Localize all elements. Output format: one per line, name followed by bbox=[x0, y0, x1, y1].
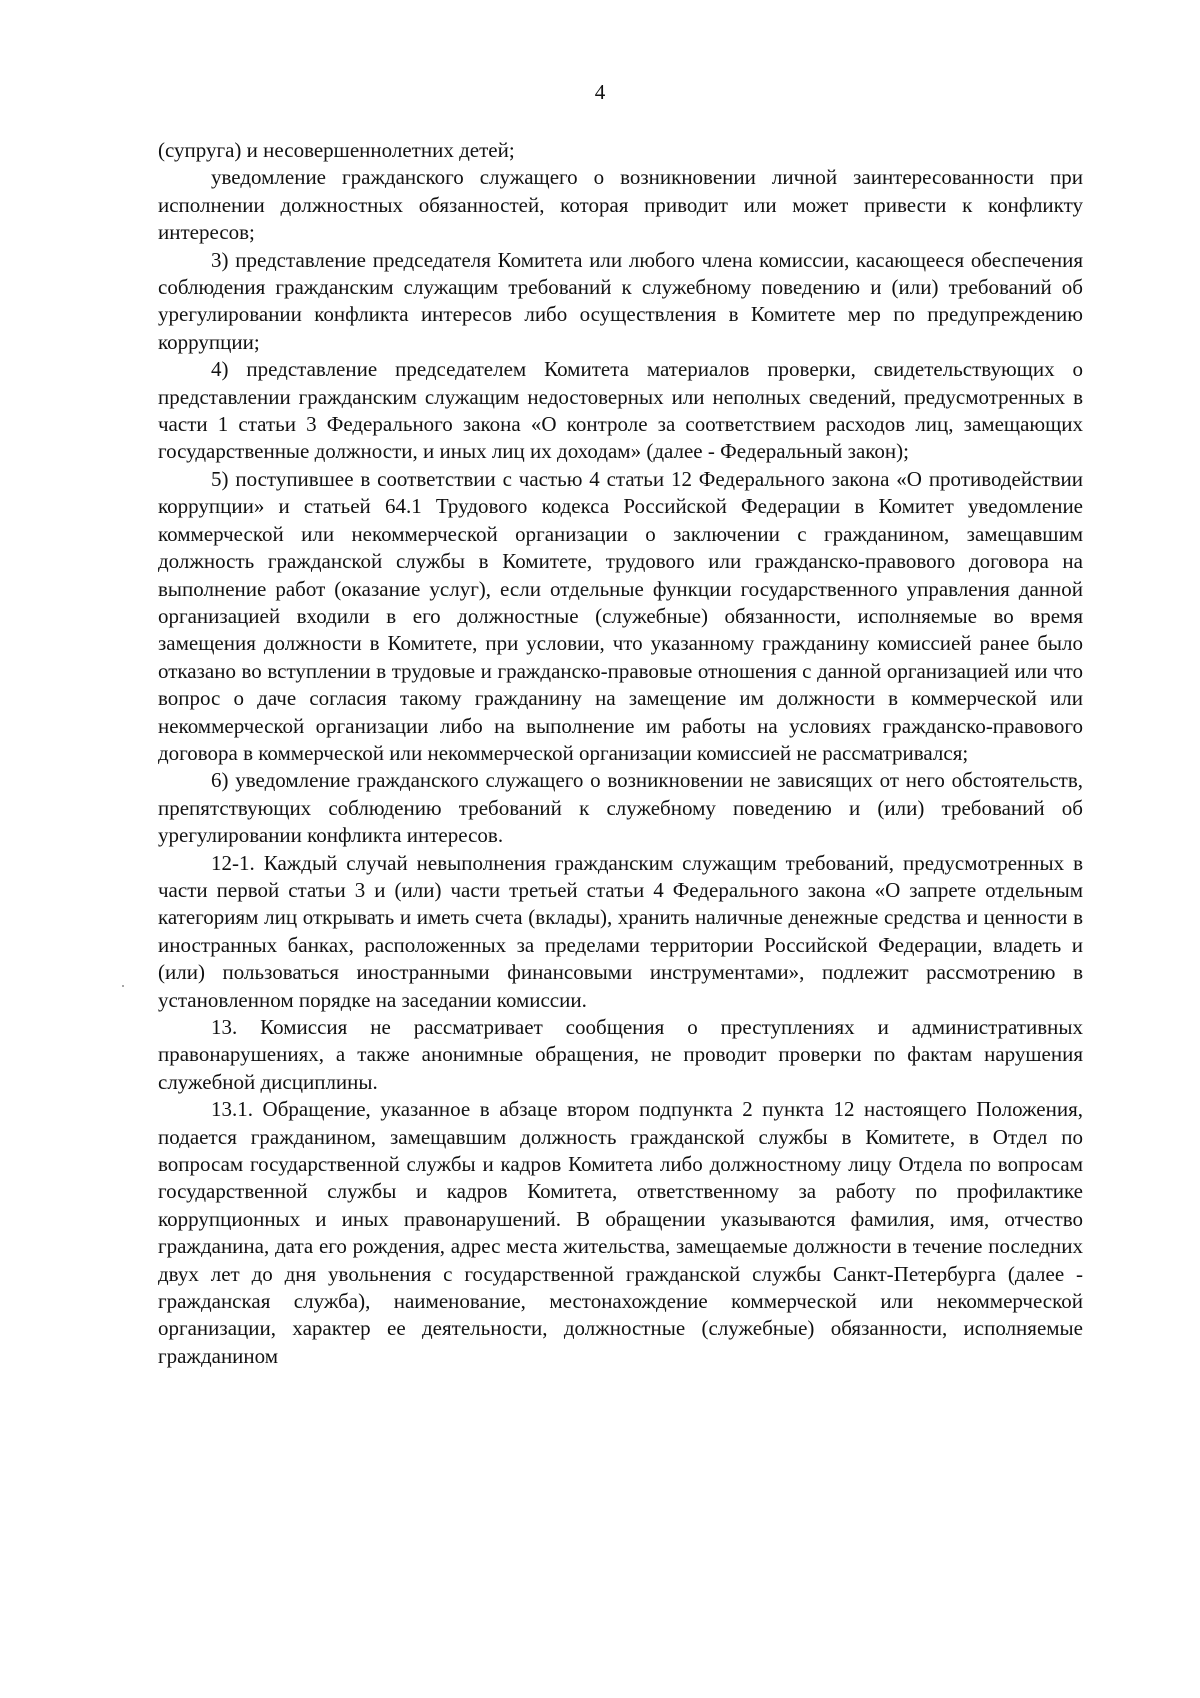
document-body bbox=[158, 137, 1083, 1370]
paragraph-continuation: (супруга) и несовершеннолетних детей; bbox=[158, 138, 515, 162]
paragraph-item-5: 5) поступившее в соответствии с частью 4 статьи 12 Федерального закона «О противодействии коррупции» и статьей 64.1 Трудового кодекса Российской Федерации в Комитет уведомление коммерческой или некоммерческой организации о заключении с гражданином, замещавшим должность гражданской службы в Комитете, трудового или гражданско-правового договора на выполнение работ (оказание услуг), если отдельные функции государственного управления данной организацией входили в его должностные (служебные) обязанности, исполняемые во время замещения должности в Комитете, при условии, что указанному гражданину комиссией ранее было отказано во вступлении в трудовые и гражданско-правовые отношения с данной организацией или что вопрос о даче согласия такому гражданину на замещение им должности в коммерческой или некоммерческой организации либо на выполнение им работы на условиях гражданско-правового договора в коммерческой или некоммерческой организации комиссией не рассматривался; bbox=[158, 466, 1083, 765]
paragraph-notice-conflict-of-interest: уведомление гражданского служащего о возникновении личной заинтересованности при исполнении должностных обязанностей, которая приводит или может привести к конфликту интересов; bbox=[158, 165, 1083, 245]
paragraph-13: 13. Комиссия не рассматривает сообщения о преступлениях и административных правонарушениях, а также анонимные обращения, не проводит проверки по фактам нарушения служебной дисциплины. bbox=[158, 1015, 1083, 1094]
paragraph-item-4: 4) представление председателем Комитета материалов проверки, свидетельствующих о представлении гражданским служащим недостоверных или неполных сведений, предусмотренных в части 1 статьи 3 Федерального закона «О контроле за соответствием расходов лиц, замещающих государственные должности, и иных лиц их доходам» (далее - Федеральный закон); bbox=[158, 357, 1083, 464]
paragraph-item-3: 3) представление председателя Комитета или любого члена комиссии, касающееся обеспечения соблюдения гражданским служащим требований к служебному поведению и (или) требований об урегулировании конфликта интересов либо осуществления в Комитете мер по предупреждению коррупции; bbox=[158, 247, 1083, 354]
page-number: 4 bbox=[594, 80, 606, 104]
paragraph-item-6: 6) уведомление гражданского служащего о возникновении не зависящих от него обстоятельств, препятствующих соблюдению требований к служебному поведению и (или) требований об урегулировании конфликта интересов. bbox=[158, 768, 1083, 848]
paragraph-13-1: 13.1. Обращение, указанное в абзаце втором подпункта 2 пункта 12 настоящего Положения, подается гражданином, замещавшим должность гражданской службы в Комитете, в Отдел по вопросам государственной службы и кадров Комитета либо должностному лицу Отдела по вопросам государственной службы и кадров Комитета, ответственному за работу по профилактике коррупционных и иных правонарушений. В обращении указываются фамилия, имя, отчество гражданина, дата его рождения, адрес места жительства, замещаемые должности в течение последних двух лет до дня увольнения с государственной гражданской службы Санкт-Петербурга (далее - гражданская служба), наименование, местонахождение коммерческой или некоммерческой организации, характер ее деятельности, должностные (служебные) обязанности, исполняемые гражданином bbox=[158, 1097, 1083, 1368]
scan-speck bbox=[122, 985, 124, 987]
paragraph-12-1: 12-1. Каждый случай невыполнения гражданским служащим требований, предусмотренных в части первой статьи 3 и (или) части третьей статьи 4 Федерального закона «О запрете отдельным категориям лиц открывать и иметь счета (вклады), хранить наличные денежные средства и ценности в иностранных банках, расположенных за пределами территории Российской Федерации, владеть и (или) пользоваться иностранными финансовыми инструментами», подлежит рассмотрению в установленном порядке на заседании комиссии. bbox=[158, 850, 1083, 1012]
